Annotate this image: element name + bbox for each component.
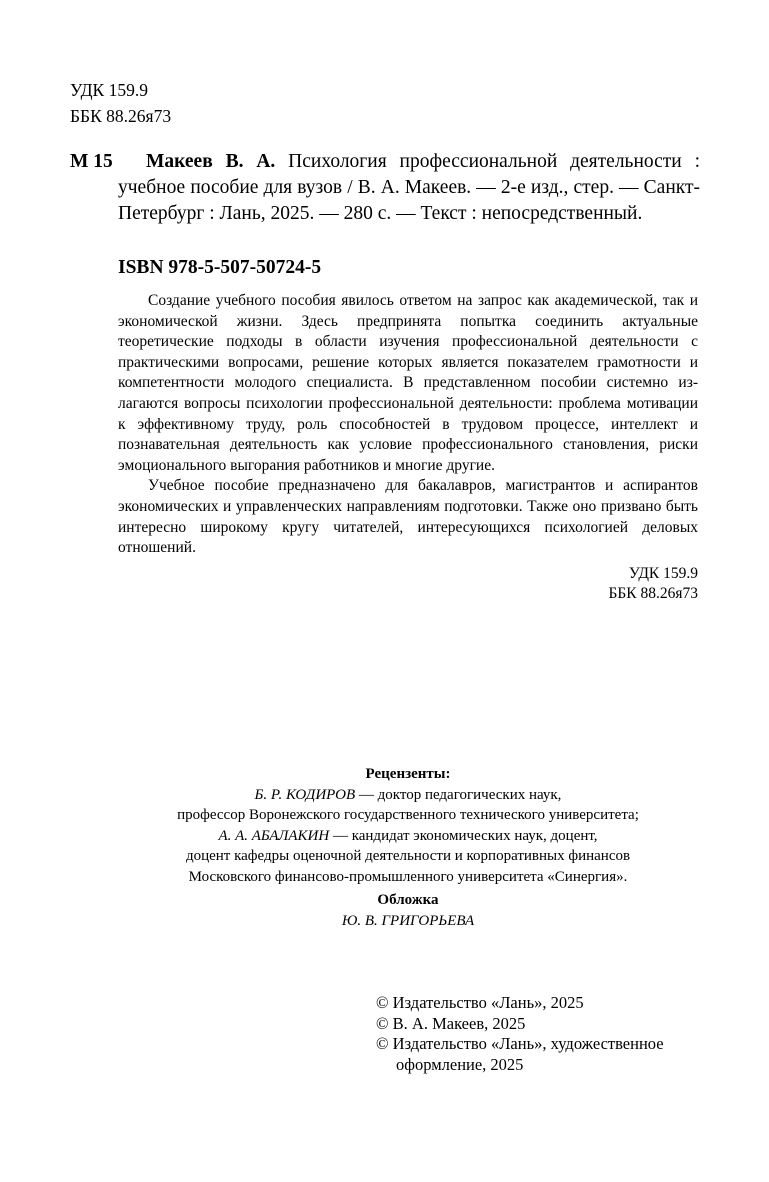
bbk-code-bottom: ББК 88.26я73 xyxy=(608,585,698,602)
publication-details: учебное пособие для вузов / В. А. Макеев. — 2-е изд., стер. — Санкт-Петербург : Лань, 2025. — 280 с. — Текст : непосредственный. xyxy=(118,177,700,224)
reviewer-2 xyxy=(118,826,698,847)
bibliographic-description xyxy=(118,149,700,227)
copyright-line: © Издательство «Лань», 2025 xyxy=(376,993,584,1012)
reviewer-2-affiliation: Московского финансово-промышленного университета «Синергия». xyxy=(188,868,628,885)
copyright-line: © Издательство «Лань», художественное оформление, 2025 xyxy=(376,1034,664,1074)
cover-section xyxy=(118,890,698,931)
author-name: Макеев В. А. xyxy=(146,151,276,172)
reviewer-2-title: — кандидат экономических наук, доцент, xyxy=(329,827,598,844)
reviewer-1-affiliation: профессор Воронежского государственного технического университета; xyxy=(177,807,639,823)
title-line: Психология профессиональной деятельности : xyxy=(288,151,700,172)
reviewers-section xyxy=(118,764,698,887)
annotation xyxy=(118,291,698,559)
reviewer-1-title: — доктор педагогических наук, xyxy=(355,786,562,803)
classification-footer xyxy=(608,564,698,604)
annotation-paragraph: Учебное пособие предназначено для бакалавров, магистрантов и аспирантов экономических и управленческих направлениям подготовки. Также оно призвано быть интересно широкому кругу читателей, интересующихся психологией деловых отношений. xyxy=(118,477,698,557)
copyright-block xyxy=(376,993,696,1075)
copyright-line: © В. А. Макеев, 2025 xyxy=(376,1013,526,1033)
isbn: ISBN 978-5-507-50724-5 xyxy=(118,257,322,278)
bbk-code: ББК 88.26я73 xyxy=(70,106,172,126)
classification-header xyxy=(70,77,171,129)
cutter-mark: М 15 xyxy=(70,151,113,172)
bibliographic-entry xyxy=(70,149,700,227)
cover-heading: Обложка xyxy=(377,892,439,908)
reviewers-heading: Рецензенты: xyxy=(365,766,451,782)
udk-code-bottom: УДК 159.9 xyxy=(628,565,698,582)
reviewer-2-position: доцент кафедры оценочной деятельности и корпоративных финансов xyxy=(185,848,631,864)
annotation-paragraph: Создание учебного пособия явилось ответом на запрос как академической, так и экономической жизни. Здесь предпринята попытка соединить актуальные теоретические подходы в области изучения профессиональной деятельности с практическими вопросами, решение которых является показателем грамотности и компетентности молодого специалиста. В представленном пособии системно излагаются вопросы психологии профессиональной деятельности: проблема мотивации к эффективному труду, роль способностей в трудовом процессе, интеллект и познавательная деятельность как условие профессионального становления, риски эмоционального выгорания работников и многие другие. xyxy=(118,292,698,474)
reviewer-2-name: А. А. АБАЛАКИН xyxy=(218,827,330,844)
reviewer-1 xyxy=(118,785,698,806)
udk-code: УДК 159.9 xyxy=(70,80,148,100)
cover-designer: Ю. В. ГРИГОРЬЕВА xyxy=(341,912,475,929)
reviewer-1-name: Б. Р. КОДИРОВ xyxy=(254,786,356,803)
